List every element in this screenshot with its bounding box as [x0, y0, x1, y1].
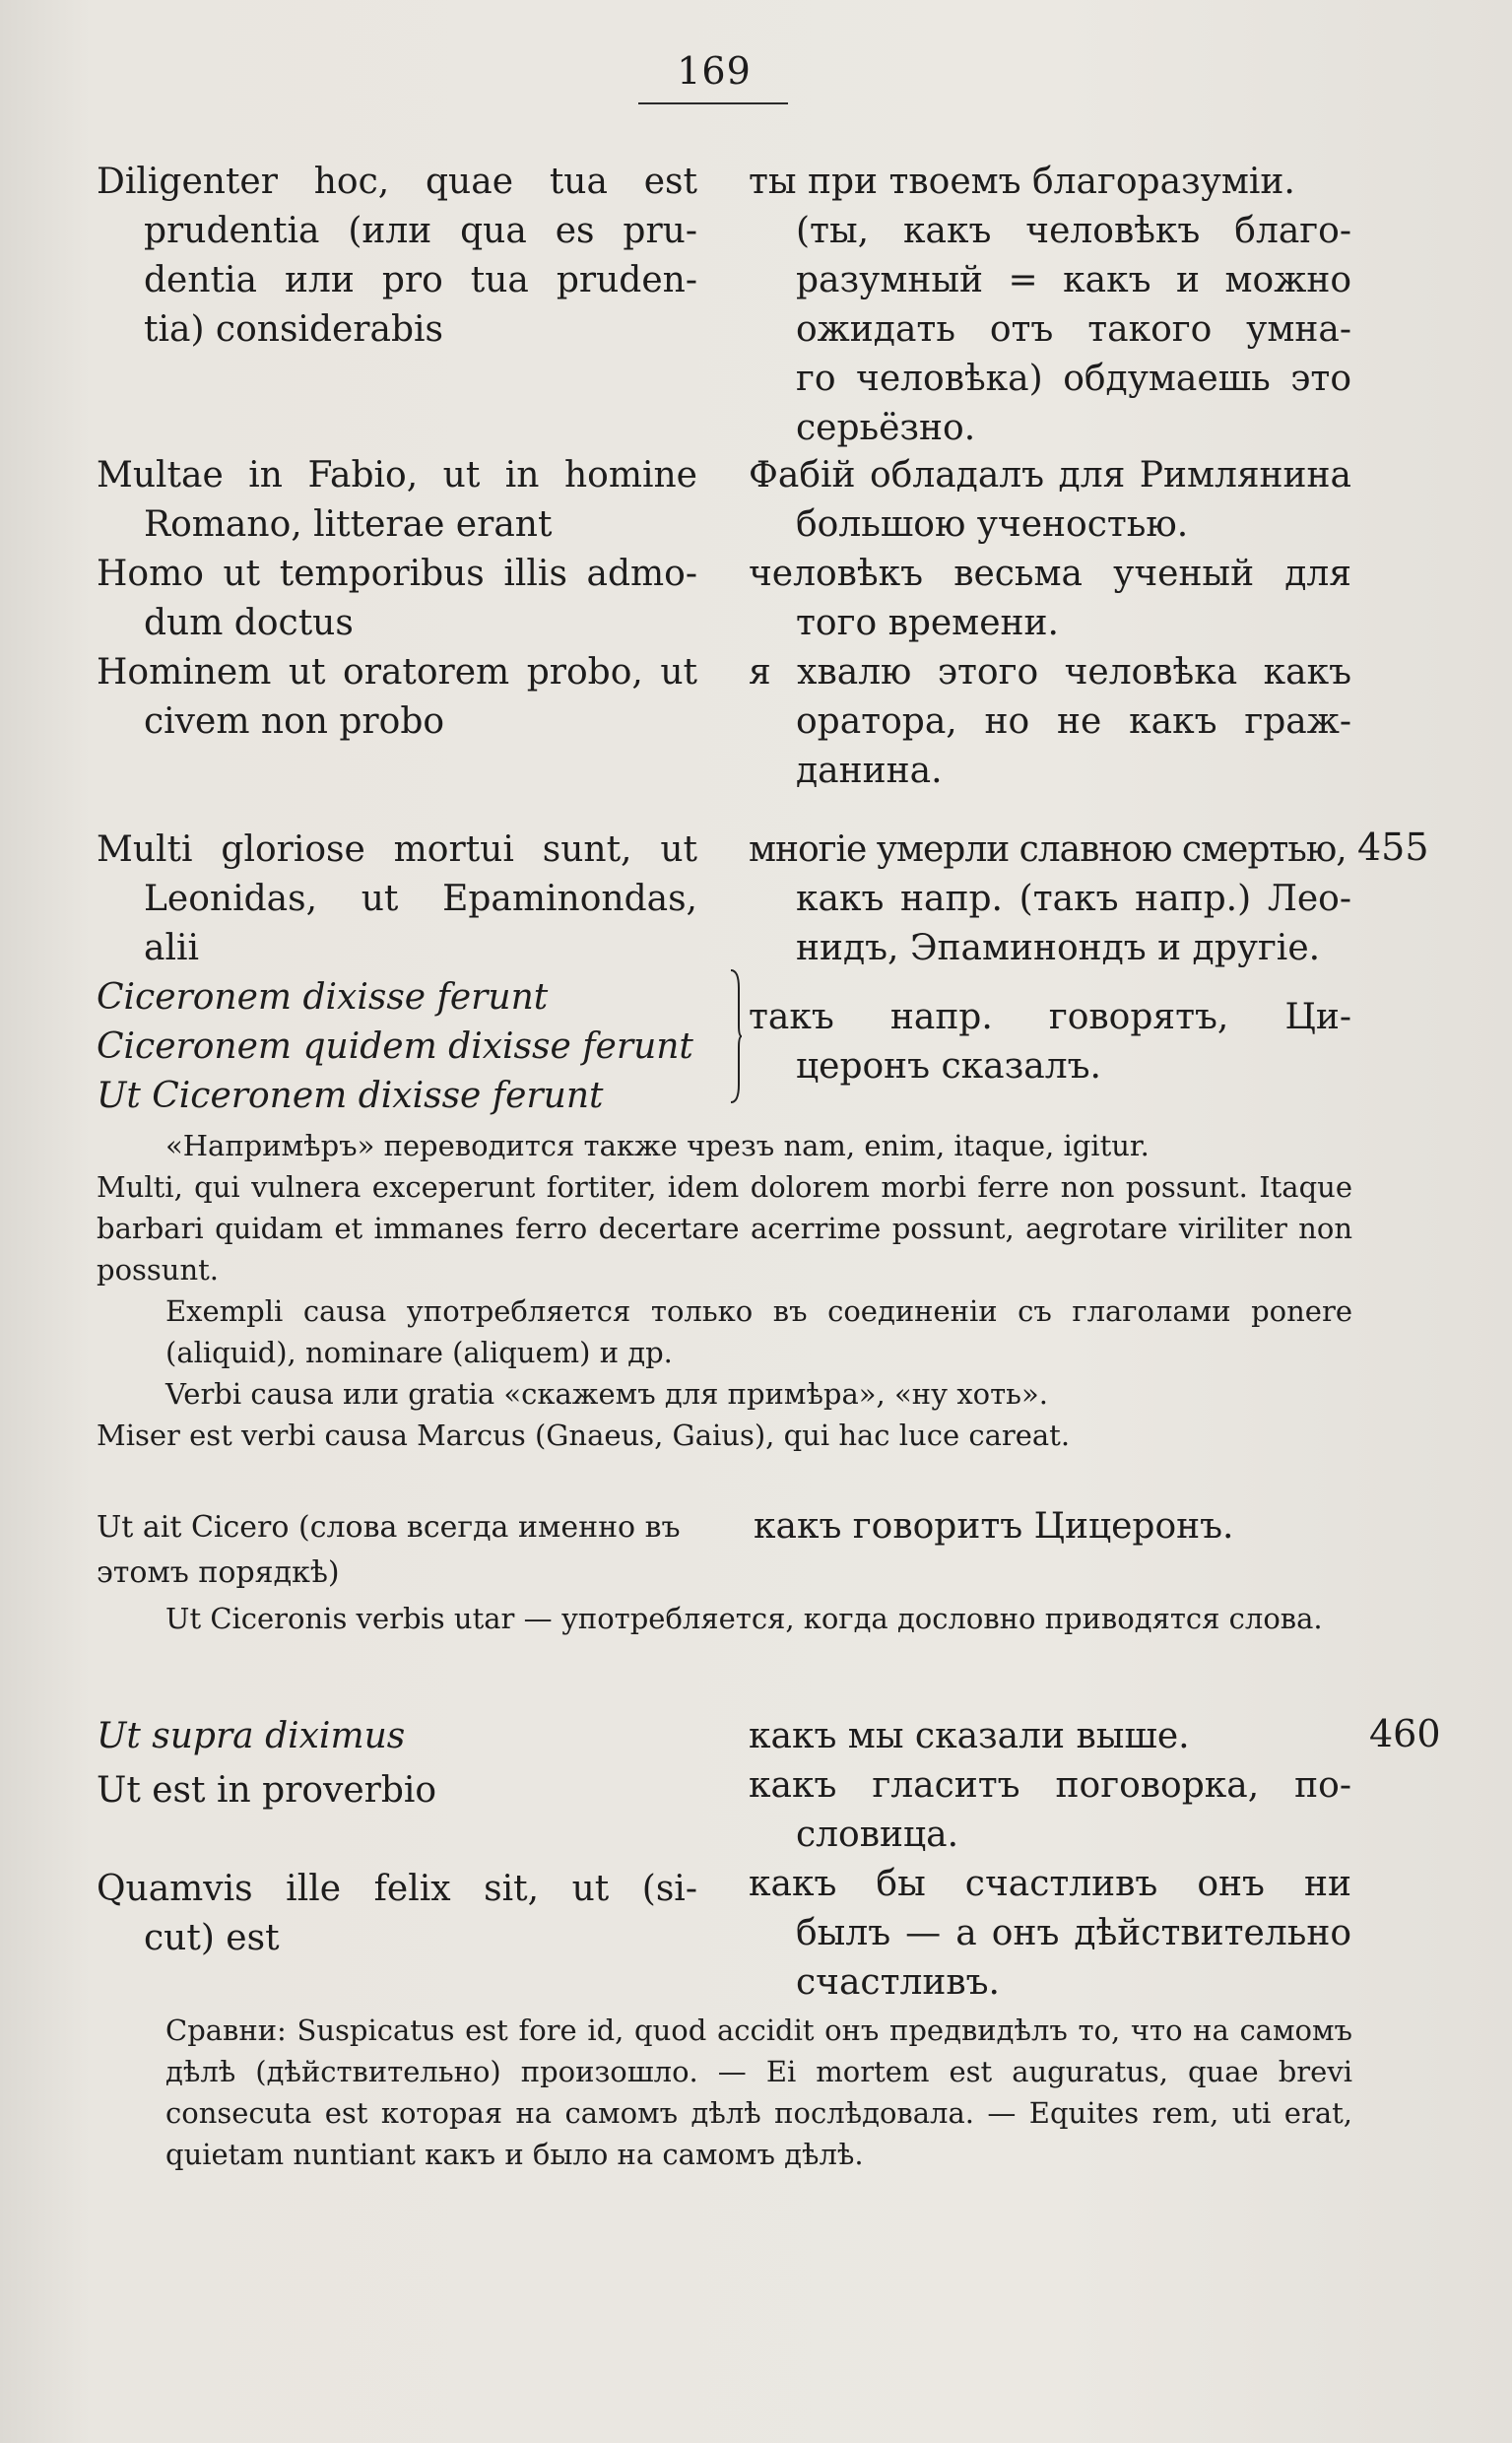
- russian-entry-4: [749, 648, 1351, 796]
- note-line: Multi, qui vulnera exceperunt fortiter, idem dolorem morbi ferre non possunt. Itaque barbari quidam et immanes ferro decertare acerrime possunt, aegrotare viriliter non possunt.: [97, 1170, 1352, 1287]
- latin-entry-3: [97, 550, 697, 648]
- latin-line: civem non probo: [144, 701, 445, 742]
- russian-entry-2: [749, 451, 1351, 550]
- russian-entry-9: [749, 1860, 1351, 2008]
- latin-entry-4: [97, 648, 697, 747]
- russian-entry-7: [749, 1712, 1351, 1761]
- russian-line: ты при твоемъ благоразуміи.: [749, 162, 1295, 202]
- latin-line: Ut supra diximus: [97, 1716, 406, 1756]
- russian-line: какъ гласитъ поговорка, по-: [749, 1765, 1351, 1806]
- russian-line: словица.: [796, 1815, 959, 1855]
- note-line: Сравни: Suspicatus est fore id, quod accidit онъ предвидѣлъ то, что на самомъ дѣлѣ (дѣйствительно) произошло. — Ei mortem est auguratus, quae brevi consecuta est которая на самомъ дѣлѣ послѣдовала. — Equites rem, uti erat, quietam nuntiant какъ и было на самомъ дѣлѣ.: [165, 2014, 1352, 2171]
- latin-line: Diligenter hoc, quae tua est: [97, 162, 697, 202]
- latin-line: Multae in Fabio, ut in homine: [97, 455, 697, 495]
- latin-line: Hominem ut oratorem probo, ut: [97, 652, 697, 693]
- russian-line: большою ученостью.: [796, 504, 1189, 545]
- russian-line: счастливъ.: [796, 1962, 1000, 2003]
- latin-line: dentia или pro tua pruden-: [144, 260, 697, 300]
- russian-entry-8: [749, 1761, 1351, 1860]
- russian-entry-6: [749, 993, 1351, 1091]
- russian-line: Фабій обладалъ для Римлянина: [749, 455, 1351, 495]
- russian-line: того времени.: [796, 603, 1059, 643]
- latin-line: Leonidas, ut Epaminondas,: [144, 879, 697, 919]
- note-block-1: [97, 1125, 1352, 1456]
- note-line: Exempli causa употребляется только въ соединеніи съ глаголами ponere (aliquid), nominare (aliquem) и др.: [165, 1294, 1352, 1369]
- latin-entry-2: [97, 451, 697, 550]
- russian-line: данина.: [796, 751, 943, 791]
- russian-entry-5: [749, 825, 1351, 973]
- note-line: Verbi causa или gratia «скажемъ для примѣра», «ну хоть».: [165, 1377, 1048, 1411]
- russian-line: я хвалю этого человѣка какъ: [749, 652, 1351, 693]
- latin-line: tia) considerabis: [144, 309, 443, 350]
- section-number-460: 460: [1369, 1712, 1441, 1755]
- russian-line: былъ — а онъ дѣйствительно: [796, 1913, 1351, 1953]
- note-line: Miser est verbi causa Marcus (Gnaeus, Gaius), qui hac luce careat.: [97, 1419, 1071, 1452]
- russian-line: нидъ, Эпаминондъ и другіе.: [796, 928, 1321, 968]
- russian-line: разумный = какъ и можно: [796, 260, 1351, 300]
- latin-entry-7: [97, 1712, 697, 1761]
- ut-ait-latin: Ut ait Cicero (слова всегда именно въ этомъ порядкѣ): [97, 1510, 681, 1590]
- latin-line: cut) est: [144, 1918, 280, 1958]
- russian-line: какъ бы счастливъ онъ ни: [749, 1864, 1351, 1904]
- russian-line: человѣкъ весьма ученый для: [749, 554, 1351, 594]
- latin-line: Ciceronem dixisse ferunt: [97, 977, 549, 1018]
- latin-line: Quamvis ille felix sit, ut (si-: [97, 1869, 697, 1909]
- latin-line: Homo ut temporibus illis admo-: [97, 554, 697, 594]
- section-number-455: 455: [1357, 825, 1429, 869]
- latin-entry-1: [97, 158, 697, 355]
- russian-line: серьёзно.: [796, 408, 976, 448]
- russian-entry-3: [749, 550, 1351, 648]
- russian-line: оратора, но не какъ граж-: [796, 701, 1351, 742]
- latin-line: alii: [144, 928, 200, 968]
- ut-ait-russian: какъ говоритъ Цицеронъ.: [754, 1506, 1234, 1547]
- russian-line: многіе умерли славною смертью,: [749, 829, 1347, 870]
- latin-entry-8: [97, 1766, 697, 1816]
- note-line: Ut Ciceronis verbis utar — употребляется, когда дословно приводятся слова.: [165, 1602, 1323, 1635]
- latin-entry-9: [97, 1865, 697, 1963]
- latin-entry-5: [97, 825, 697, 973]
- header-rule: [638, 102, 788, 104]
- note-line: «Напримѣръ» переводится также чрезъ nam, enim, itaque, igitur.: [165, 1129, 1150, 1162]
- latin-line: Romano, litterae erant: [144, 504, 553, 545]
- latin-line: Ciceronem quidem dixisse ferunt: [97, 1026, 693, 1067]
- russian-entry-1: [749, 158, 1351, 453]
- russian-line: ожидать отъ такого умна-: [796, 309, 1351, 350]
- latin-line: dum doctus: [144, 603, 354, 643]
- russian-line: го человѣка) обдумаешь это: [796, 359, 1351, 399]
- russian-line: церонъ сказалъ.: [796, 1046, 1101, 1087]
- russian-line: такъ напр. говорятъ, Ци-: [749, 997, 1351, 1037]
- russian-line: какъ напр. (такъ напр.) Лео-: [796, 879, 1351, 919]
- latin-entry-6: [97, 973, 697, 1121]
- russian-line: (ты, какъ человѣкъ благо-: [796, 211, 1351, 251]
- page-number: 169: [677, 49, 752, 93]
- russian-line: какъ мы сказали выше.: [749, 1716, 1190, 1756]
- latin-line: Ut Ciceronem dixisse ferunt: [97, 1076, 604, 1116]
- latin-line: prudentia (или qua es pru-: [144, 211, 697, 251]
- latin-line: Multi gloriose mortui sunt, ut: [97, 829, 697, 870]
- note-block-3: [97, 2010, 1352, 2175]
- note-block-2: [97, 1598, 1352, 1639]
- latin-line: Ut est in proverbio: [97, 1770, 437, 1811]
- curly-brace-icon: [729, 968, 743, 1104]
